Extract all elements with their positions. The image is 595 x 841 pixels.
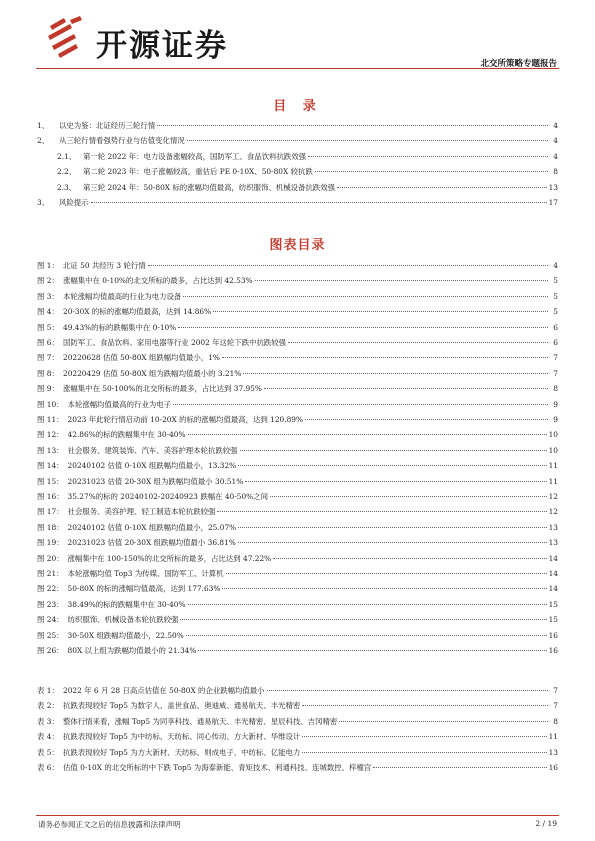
entry-number: 图 26：: [37, 646, 64, 655]
entry-page: 13: [548, 538, 558, 548]
entry-number: 图 15：: [37, 476, 64, 486]
entry-number: 图 21：: [37, 569, 64, 578]
entry-page: 12: [548, 492, 558, 501]
entry-label: 抗跌表现较好 Top5 为中纺标、天纺标、同心传动、方大新材、华维设计: [63, 732, 301, 742]
entry-page: 4: [553, 121, 558, 130]
entry-label: 第二轮 2023 年：电子涨幅较高，重估后 PE 0-10X、50-80X 较抗跌: [83, 167, 313, 177]
entry-label: 涨幅集中在 100-150%的北交所标的最多，占比达到 47.22%: [67, 553, 272, 563]
entry-label: 20231023 估值 20-30X 组为跌幅均值最小 30.51%: [67, 476, 244, 486]
entry-page: 16: [548, 763, 558, 772]
entry-page: 15: [548, 615, 558, 625]
entry-page: 4: [553, 136, 558, 146]
entry-number: 图 22：: [37, 584, 64, 594]
toc-entry[interactable]: [37, 505, 558, 518]
entry-label: 20220628 估值 50-80X 组跌幅均值最小，1%: [63, 353, 220, 363]
entry-page: 13: [548, 747, 558, 757]
entry-page: 16: [548, 630, 558, 640]
entry-number: 图 13：: [37, 445, 64, 455]
entry-page: 6: [553, 322, 558, 332]
entry-number: 图 20：: [37, 553, 64, 563]
dot-leader: [187, 140, 548, 141]
entry-page: 7: [553, 353, 558, 363]
toc-entry[interactable]: [57, 165, 558, 178]
entry-page: 7: [553, 368, 558, 378]
entry-label: 50-80X 的标的涨幅均值最高，达到 177.63%: [67, 584, 221, 594]
toc-entry[interactable]: [37, 119, 558, 132]
entry-label: 42.86%的标的跌幅集中在 30-40%: [67, 430, 186, 440]
entry-label: 20220429 估值 50-80X 组为跌幅均值最小的 3.21%: [63, 368, 242, 378]
toc-entry[interactable]: [37, 274, 558, 287]
entry-label: 整体行情来看，涨幅 Top5 为同享科技、通易航天、丰光精密、星辰科技、吉冈精密: [63, 716, 338, 726]
entry-number: 图 11：: [37, 415, 64, 424]
entry-label: 北证 50 共经历 3 轮行情: [63, 261, 146, 270]
dot-leader: [264, 388, 548, 389]
figures-title: 图表目录: [269, 238, 326, 253]
dot-leader: [302, 752, 546, 753]
entry-number: 图 7：: [37, 353, 59, 363]
dot-leader: [273, 558, 546, 559]
entry-label: 2022 年 6 月 28 日高点估值在 50-80X 的企业跌幅均值最小: [63, 686, 265, 695]
entry-number: 图 24：: [37, 615, 64, 625]
toc-entry[interactable]: [37, 582, 558, 595]
page-number: 2 / 19: [535, 819, 557, 828]
entry-label: 35.27%的标的 20240102-20240923 跌幅在 40-50%之间: [67, 492, 268, 501]
dot-leader: [302, 705, 548, 706]
entry-label: 以史为鉴：北证经历三轮行情: [59, 121, 156, 130]
toc-entry[interactable]: [37, 444, 558, 457]
toc-entry[interactable]: [37, 730, 558, 743]
logo-text: 开源证券: [96, 28, 228, 64]
toc-entry[interactable]: [37, 475, 558, 488]
entry-number: 表 6：: [37, 763, 59, 772]
entry-page: 10: [548, 445, 558, 455]
entry-number: 2.3、: [57, 182, 77, 192]
dot-leader: [226, 573, 547, 574]
entry-label: 80X 以上组为跌幅均值最小的 21.34%: [67, 646, 197, 655]
entry-label: 国防军工、食品饮料、家用电器等行业 2002 年这轮下跌中抗跌较强: [63, 338, 287, 347]
dot-leader: [186, 635, 547, 636]
entry-number: 图 19：: [37, 538, 64, 548]
entry-label: 纺织服饰、机械设备本轮抗跌较强: [67, 615, 179, 625]
entry-number: 表 2：: [37, 701, 59, 711]
entry-number: 图 12：: [37, 430, 64, 440]
entry-label: 第一轮 2022 年：电力设备涨幅较高，国防军工、食品饮料抗跌效强: [83, 151, 307, 161]
dot-leader: [188, 604, 547, 605]
toc-entry[interactable]: [37, 290, 558, 303]
toc-entry[interactable]: [37, 459, 558, 472]
entry-page: 9: [553, 399, 558, 409]
entry-number: 表 1：: [37, 686, 59, 695]
dot-leader: [188, 434, 547, 435]
dot-leader: [213, 311, 548, 312]
entry-number: 1、: [37, 121, 50, 130]
logo-icon: [44, 16, 88, 58]
entry-page: 16: [548, 646, 558, 655]
dot-leader: [305, 419, 548, 420]
toc-entry[interactable]: [37, 367, 558, 380]
entry-number: 3、: [37, 198, 50, 207]
toc-entry[interactable]: [37, 382, 558, 395]
toc-entry[interactable]: [37, 305, 558, 318]
footer-divider: [36, 815, 559, 816]
dot-leader: [222, 357, 548, 358]
page-header: [0, 0, 595, 70]
toc-entry[interactable]: [37, 413, 558, 426]
entry-number: 2.2、: [57, 167, 77, 177]
dot-leader: [337, 187, 547, 188]
entry-number: 表 5：: [37, 747, 59, 757]
toc-entry[interactable]: [37, 428, 558, 441]
entry-label: 30-50X 组跌幅均值最小，22.50%: [67, 630, 184, 640]
dot-leader: [148, 265, 548, 266]
entry-label: 社会服务、美容护理、轻工制造本轮抗跌较强: [67, 507, 216, 517]
entry-page: 13: [548, 522, 558, 532]
entry-label: 涨幅集中在 50-100%的北交所标的最多，占比达到 37.95%: [63, 384, 262, 394]
toc-entry[interactable]: [37, 715, 558, 728]
dot-leader: [173, 404, 548, 405]
dot-leader: [198, 650, 546, 651]
entry-label: 社会服务、建筑装饰、汽车、美容护理本轮抗跌较强: [67, 445, 238, 455]
toc-entry[interactable]: [37, 398, 558, 411]
entry-number: 图 9：: [37, 384, 59, 394]
entry-label: 涨幅集中在 0-10%的北交所标的最多，占比达到 42.53%: [63, 276, 253, 286]
entry-page: 5: [553, 307, 558, 317]
entry-page: 14: [548, 584, 558, 594]
entry-page: 6: [553, 338, 558, 347]
dot-leader: [222, 588, 546, 589]
toc-entry[interactable]: [37, 259, 558, 272]
entry-label: 38.49%的标的跌幅集中在 30-40%: [67, 599, 186, 609]
entry-number: 图 1：: [37, 261, 59, 270]
entry-page: 11: [548, 461, 558, 471]
toc-entry[interactable]: [37, 613, 558, 626]
entry-label: 抗跌表现较好 Top5 为方大新材、天纺标、则成电子、中纺标、亿能电力: [63, 747, 301, 757]
entry-number: 图 4：: [37, 307, 59, 317]
report-type: 北交所策略专题报告: [480, 59, 557, 69]
toc-entry[interactable]: [37, 761, 558, 774]
toc-entry[interactable]: [37, 684, 558, 697]
entry-number: 图 17：: [37, 507, 64, 517]
toc-entry[interactable]: [37, 521, 558, 534]
toc-entry[interactable]: [37, 536, 558, 549]
dot-leader: [217, 511, 546, 512]
entry-page: 9: [553, 415, 558, 424]
entry-label: 第三轮 2024 年：50-80X 标的涨幅均值最高，纺织服饰、机械设备抗跌效强: [83, 182, 335, 192]
entry-label: 2023 年此轮行情启动前 10-20X 的标的涨幅均值最高，达到 120.89%: [67, 415, 304, 424]
entry-number: 图 3：: [37, 291, 59, 301]
entry-label: 抗跌表现较好 Top5 为数字人、盖世食品、奥迪威、通易航天、丰光精密: [63, 701, 301, 711]
entry-label: 20231023 估值 20-30X 组跌幅均值最小 36.81%: [67, 538, 236, 548]
dot-leader: [180, 619, 546, 620]
entry-label: 20-30X 的标的涨幅均值最高，达到 14.86%: [63, 307, 212, 317]
entry-number: 图 18：: [37, 522, 64, 532]
entry-number: 图 23：: [37, 599, 64, 609]
entry-page: 13: [548, 182, 558, 192]
toc-entry[interactable]: [37, 629, 558, 642]
toc-entry[interactable]: [37, 336, 558, 349]
entry-page: 5: [553, 276, 558, 286]
entry-page: 12: [548, 507, 558, 517]
toc-entry[interactable]: [37, 598, 558, 611]
dot-leader: [240, 450, 547, 451]
entry-label: 20240102 估值 0-10X 组跌幅均值最小，13.32%: [67, 461, 237, 471]
entry-label: 本轮涨幅均值 Top3 为传媒、国防军工、计算机: [67, 569, 224, 578]
toc-entry[interactable]: [37, 567, 558, 580]
toc-entry[interactable]: [37, 746, 558, 759]
entry-page: 15: [548, 599, 558, 609]
company-logo: [44, 14, 234, 64]
entry-page: 10: [548, 430, 558, 440]
entry-number: 图 10：: [37, 399, 64, 409]
entry-label: 49.43%的标的跌幅集中在 0-10%: [63, 322, 177, 332]
entry-page: 8: [553, 384, 558, 394]
entry-page: 8: [553, 167, 558, 177]
entry-page: 11: [548, 732, 558, 742]
toc-entry[interactable]: [37, 699, 558, 712]
toc-entry[interactable]: [37, 351, 558, 364]
entry-number: 2、: [37, 136, 50, 146]
toc-entry[interactable]: [57, 150, 558, 163]
entry-number: 图 25：: [37, 630, 64, 640]
entry-number: 表 4：: [37, 732, 59, 742]
dot-leader: [373, 767, 546, 768]
dot-leader: [315, 171, 548, 172]
entry-page: 4: [553, 151, 558, 161]
dot-leader: [308, 156, 548, 157]
dot-leader: [288, 342, 548, 343]
toc-entry[interactable]: [57, 181, 558, 194]
entry-number: 图 8：: [37, 368, 59, 378]
entry-page: 17: [548, 198, 558, 207]
entry-number: 图 5：: [37, 322, 59, 332]
dot-leader: [302, 736, 546, 737]
dot-leader: [255, 280, 548, 281]
entry-label: 20240102 估值 0-10X 组跌幅均值最小，25.07%: [67, 522, 237, 532]
toc-entry[interactable]: [37, 552, 558, 565]
toc-entry[interactable]: [37, 134, 558, 147]
entry-page: 14: [548, 569, 558, 578]
entry-number: 图 6：: [37, 338, 59, 347]
toc-entry[interactable]: [37, 490, 558, 503]
dot-leader: [157, 125, 548, 126]
toc-title: 目 录: [273, 99, 322, 114]
entry-label: 本轮涨幅均值最高的行业为电子: [67, 399, 172, 409]
dot-leader: [243, 373, 548, 374]
entry-page: 11: [548, 476, 558, 486]
dot-leader: [91, 202, 547, 203]
dot-leader: [238, 465, 546, 466]
toc-entry[interactable]: [37, 196, 558, 209]
entry-page: 14: [548, 553, 558, 563]
entry-number: 图 2：: [37, 276, 59, 286]
entry-page: 4: [553, 261, 558, 270]
dot-leader: [178, 327, 548, 328]
entry-page: 7: [553, 701, 558, 711]
dot-leader: [245, 481, 546, 482]
entry-number: 图 14：: [37, 461, 64, 471]
header-divider: [36, 68, 559, 69]
entry-label: 风险提示: [59, 198, 89, 207]
entry-number: 2.1、: [57, 151, 77, 161]
entry-number: 图 16：: [37, 492, 64, 501]
dot-leader: [238, 527, 546, 528]
entry-label: 估值 0-10X 的北交所标的中下跌 Top5 为海泰新能、青矩技术、利通科技、连城数控、梓橦宫: [63, 763, 372, 772]
footer-disclaimer: 请务必参阅正文之后的信息披露和法律声明: [38, 820, 181, 829]
entry-page: 8: [553, 716, 558, 726]
entry-page: 7: [553, 686, 558, 695]
entry-page: 5: [553, 291, 558, 301]
dot-leader: [270, 496, 547, 497]
entry-label: 本轮涨幅均值最高的行业为电力设备: [63, 291, 182, 301]
toc-entry[interactable]: [37, 321, 558, 334]
dot-leader: [339, 721, 548, 722]
dot-leader: [238, 542, 547, 543]
dot-leader: [267, 690, 548, 691]
dot-leader: [183, 296, 548, 297]
entry-label: 从三轮行情看强势行业与估值变化情况: [59, 136, 185, 146]
entry-number: 表 3：: [37, 716, 59, 726]
toc-entry[interactable]: [37, 644, 558, 657]
